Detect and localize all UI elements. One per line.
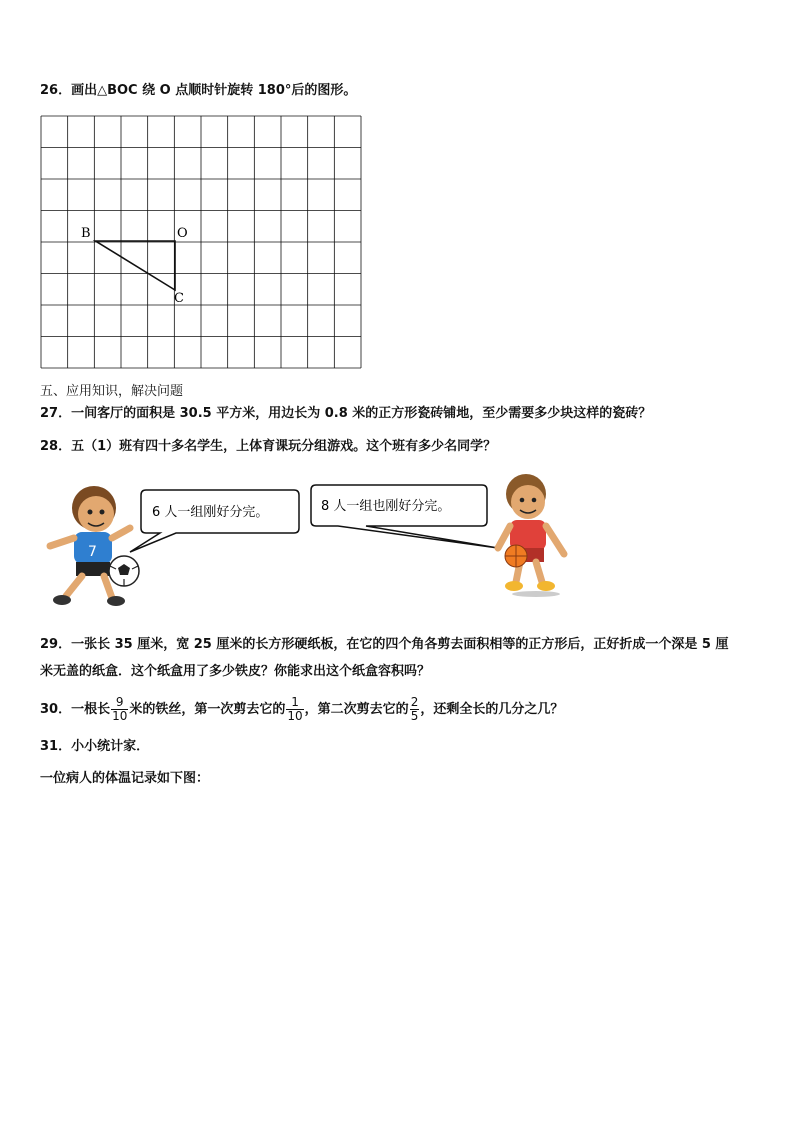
speech-bubble-right [311, 485, 498, 548]
boy-soccer-icon [50, 486, 130, 606]
question-26: 26．画出△BOC 绕 O 点顺时针旋转 180°后的图形。 [40, 83, 357, 98]
rotation-grid [40, 115, 362, 369]
basketball-icon [505, 545, 527, 567]
q30-part1: 30．一根长 [40, 702, 111, 717]
fraction-9-10: $\frac{9}{10}$ [112, 695, 128, 723]
label-o: O [177, 226, 188, 241]
bubble-left-text: 6 人一组刚好分完。 [152, 505, 269, 520]
fraction-2-5: $\frac{2}{5}$ [410, 695, 419, 723]
q30-part2: 米的铁丝，第一次剪去它的 [129, 702, 286, 717]
soccer-ball-icon [109, 556, 139, 586]
section-title: 五、应用知识，解决问题 [40, 384, 184, 399]
svg-text:7: 7 [88, 544, 97, 560]
q30-part4: ，还剩全长的几分之几？ [420, 702, 564, 717]
question-28: 28．五（1）班有四十多名学生，上体育课玩分组游戏。这个班有多少名同学？ [40, 439, 497, 454]
fraction-1-10: $\frac{1}{10}$ [287, 695, 303, 723]
boy-basketball-icon [498, 474, 564, 597]
group-game-illustration [36, 474, 596, 614]
q30-part3: ，第二次剪去它的 [304, 702, 409, 717]
question-30 [40, 693, 563, 727]
speech-bubble-left [130, 490, 299, 552]
triangle-boc [96, 241, 176, 290]
question-31-sub: 一位病人的体温记录如下图： [40, 771, 210, 786]
bubble-right-text: 8 人一组也刚好分完。 [321, 499, 451, 514]
grid-lines [41, 116, 361, 368]
question-29-line1: 29．一张长 35 厘米，宽 25 厘米的长方形硬纸板，在它的四个角各剪去面积相等的正方形后，正好折成一个深是 5 厘 [40, 637, 729, 652]
question-31: 31．小小统计家． [40, 739, 150, 754]
label-b: B [81, 226, 91, 241]
question-27: 27．一间客厅的面积是 30.5 平方米，用边长为 0.8 米的正方形瓷砖铺地，至少需要多少块这样的瓷砖？ [40, 406, 652, 421]
question-29-line2: 米无盖的纸盒．这个纸盒用了多少铁皮？你能求出这个纸盒容积吗？ [40, 664, 431, 679]
label-c: C [174, 291, 184, 306]
